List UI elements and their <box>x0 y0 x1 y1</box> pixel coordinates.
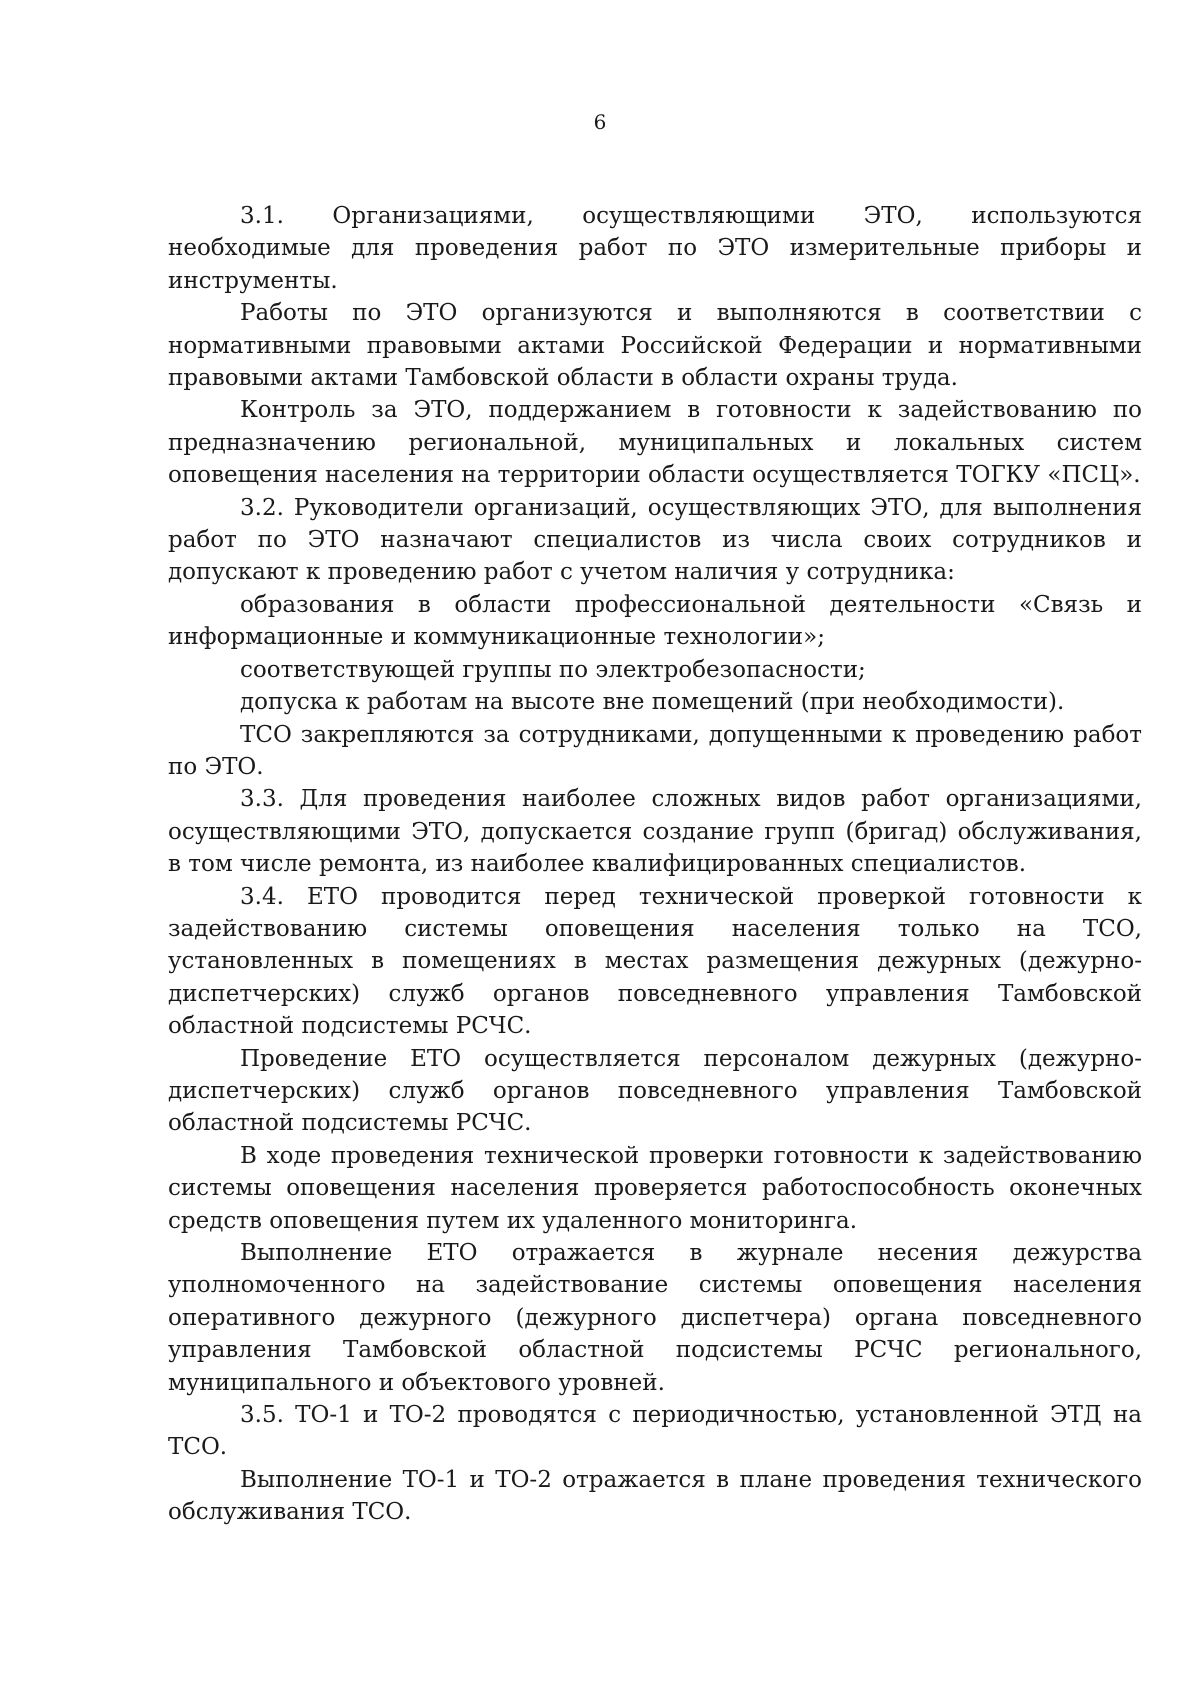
paragraph-3-2: 3.2. Руководители организаций, осуществляющих ЭТО, для выполнения работ по ЭТО назначают специалистов из числа своих сотрудников и допускают к проведению работ с учетом наличия у сотрудника: <box>168 494 1142 586</box>
paragraph-control: Контроль за ЭТО, поддержанием в готовности к задействованию по предназначению региональной, муниципальных и локальных систем оповещения населения на территории области осуществляется ТОГКУ «ПСЦ». <box>168 397 1142 489</box>
paragraph-3-1: 3.1. Организациями, осуществляющими ЭТО, используются необходимые для проведения работ по ЭТО измерительные приборы и инструменты. <box>168 203 1142 294</box>
paragraph-eto-journal: Выполнение ЕТО отражается в журнале несения дежурства уполномоченного на задействование системы оповещения населения оперативного дежурного (дежурного диспетчера) органа повседневного управления Тамбовской областной подсистемы РСЧС регионального, муниципального и объектового уровней. <box>168 1240 1142 1396</box>
paragraph-3-5: 3.5. ТО-1 и ТО-2 проводятся с периодичностью, установленной ЭТД на ТСО. <box>168 1402 1142 1461</box>
paragraph-monitoring: В ходе проведения технической проверки готовности к задействованию системы оповещения населения проверяется работоспособность оконечных средств оповещения путем их удаленного мониторинга. <box>168 1142 1142 1234</box>
paragraph-3-4: 3.4. ЕТО проводится перед технической проверкой готовности к задействованию системы оповещения населения только на ТСО, установленных в помещениях в местах размещения дежурных (дежурно-диспетчерских) служб органов повседневного управления Тамбовской областной подсистемы РСЧС. <box>168 883 1142 1040</box>
document-body <box>168 200 1142 1529</box>
page-number: 6 <box>593 110 607 134</box>
paragraph-works-organization: Работы по ЭТО организуются и выполняются в соответствии с нормативными правовыми актами Российской Федерации и нормативными правовыми актами Тамбовской области в области охраны труда. <box>168 300 1142 392</box>
paragraph-to-plan: Выполнение ТО-1 и ТО-2 отражается в плане проведения технического обслуживания ТСО. <box>168 1466 1142 1526</box>
list-item-electrical-safety: соответствующей группы по электробезопасности; <box>240 656 866 683</box>
list-item-education: образования в области профессиональной деятельности «Связь и информационные и коммуникационные технологии»; <box>168 591 1142 651</box>
list-item-height-work: допуска к работам на высоте вне помещений (при необходимости). <box>240 689 1065 716</box>
paragraph-eto-personnel: Проведение ЕТО осуществляется персоналом дежурных (дежурно-диспетчерских) служб органов повседневного управления Тамбовской областной подсистемы РСЧС. <box>168 1045 1142 1137</box>
paragraph-tso-assignment: ТСО закрепляются за сотрудниками, допущенными к проведению работ по ЭТО. <box>168 721 1142 780</box>
paragraph-3-3: 3.3. Для проведения наиболее сложных видов работ организациями, осуществляющими ЭТО, допускается создание групп (бригад) обслуживания, в том числе ремонта, из наиболее квалифицированных специалистов. <box>168 786 1142 878</box>
